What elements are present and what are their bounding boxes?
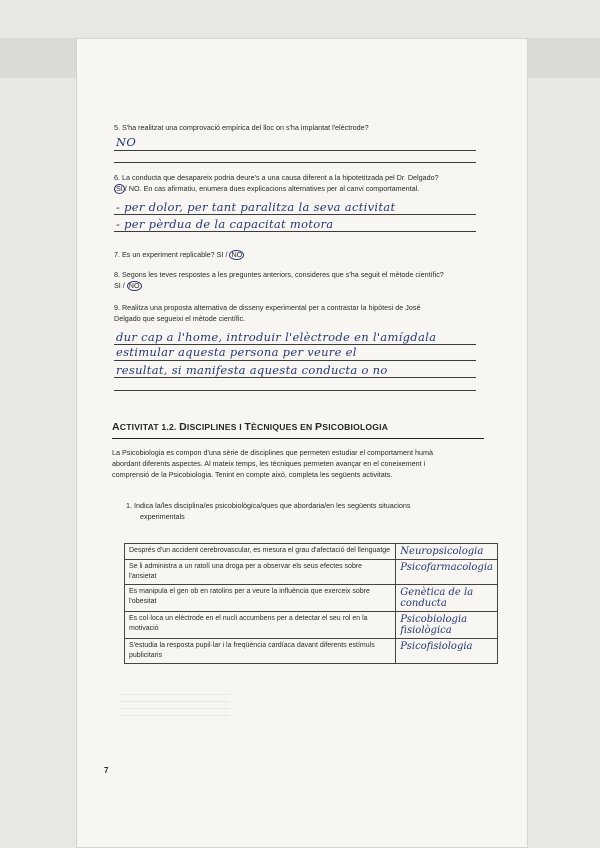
question-7-text: 7. Es un experiment replicable? SI /: [114, 250, 228, 259]
situation-cell: Després d'un accident cerebrovascular, es mesura el grau d'afectació del llenguatge: [125, 544, 396, 560]
faded-text-smudge: [120, 692, 230, 716]
discipline-cell: Neuropsicologia: [396, 544, 498, 560]
question-6-text: 6. La conducta que desapareix podria deure's a una causa diferent a la hipotetitzada pel Dr. Delgado?: [114, 173, 439, 182]
question-8-prefix: SI /: [114, 281, 125, 290]
situation-cell: Se li administra a un ratolí una droga per a observar els seus efectes sobre l'ansietat: [125, 560, 396, 585]
question-8-text: 8. Segons les teves respostes a les preguntes anteriors, consideres que s'ha seguit el mètode científic?: [114, 270, 444, 279]
title-underline: [112, 438, 484, 439]
situation-cell: Es manipula el gen ob en ratolins per a veure la influència que exerceix sobre l'obesitat: [125, 585, 396, 612]
table-row: [125, 612, 498, 639]
activity-intro: La Psicobiologia es compon d'una sèrie de disciplines que permeten estudiar el comportament humà abordant diferents aspectes. Al mateix temps, les tècniques permeten avançar en el coneixement i comprensió de la Psicobiologia. Tenint en compte això, completa les següents activitats.: [112, 448, 434, 479]
question-5: 5. S'ha realitzat una comprovació empírica del lloc on s'ha implantat l'elèctrode?: [114, 123, 369, 132]
answer-line: [114, 377, 476, 378]
task-1-instructions: 1. Indica la/les disciplina/es psicobiològica/ques que abordaria/en les següents situacions experimentals: [126, 501, 411, 521]
activity-title: ACTIVITAT 1.2. DISCIPLINES I TÈCNIQUES EN PSICOBIOLOGIA: [112, 421, 389, 433]
answer-line: [114, 162, 476, 163]
discipline-cell: Psicofisiologia: [396, 639, 498, 664]
page-number: 7: [104, 766, 109, 775]
discipline-cell: Psicobiologia fisiològica: [396, 612, 498, 639]
discipline-cell: Psicofarmacologia: [396, 560, 498, 585]
table-row: [125, 639, 498, 664]
answer-line: [114, 390, 476, 391]
question-6-instructions: / NO. En cas afirmatiu, enumera dues explicacions alternatives per al canvi comportamental.: [124, 184, 420, 193]
question-9-text: 9. Realitza una proposta alternativa de disseny experimental per a contrastar la hipòtesi de José: [114, 303, 421, 312]
answer-line: [114, 231, 476, 232]
answer-6-1: - per dolor, per tant paralitza la seva activitat: [116, 200, 396, 214]
answer-line: [114, 360, 476, 361]
answer-9-2: estimular aquesta persona per veure el: [116, 345, 357, 359]
answer-6-2: - per pèrdua de la capacitat motora: [116, 217, 334, 231]
answer-line: [114, 150, 476, 151]
question-6: [114, 172, 482, 194]
choice-si-circled: SI: [116, 184, 123, 193]
situation-cell: S'estudia la resposta pupil·lar i la freqüència cardíaca davant diferents estímuls publicitaris: [125, 639, 396, 664]
table-row: [125, 544, 498, 560]
situation-cell: Es col·loca un elèctrode en el nucli accumbens per a detectar el seu rol en la motivació: [125, 612, 396, 639]
answer-9-3: resultat, si manifesta aquesta conducta o no: [116, 363, 388, 377]
table-row: [125, 560, 498, 585]
choice-no-circled: NO: [128, 281, 140, 290]
discipline-cell: Genètica de la conducta: [396, 585, 498, 612]
answer-9-1: dur cap a l'home, introduir l'elèctrode en l'amígdala: [116, 330, 437, 344]
question-7: [114, 249, 244, 260]
worksheet-page: [76, 38, 528, 848]
answer-line: [114, 214, 476, 215]
choice-no-circled: NO: [231, 250, 243, 259]
answer-5: NO: [116, 135, 137, 149]
question-8: [114, 269, 482, 291]
question-9: [114, 302, 482, 324]
table-row: [125, 585, 498, 612]
disciplines-table: [124, 543, 498, 664]
question-9-text-cont: Delgado que segueixi el mètode científic.: [114, 314, 246, 323]
